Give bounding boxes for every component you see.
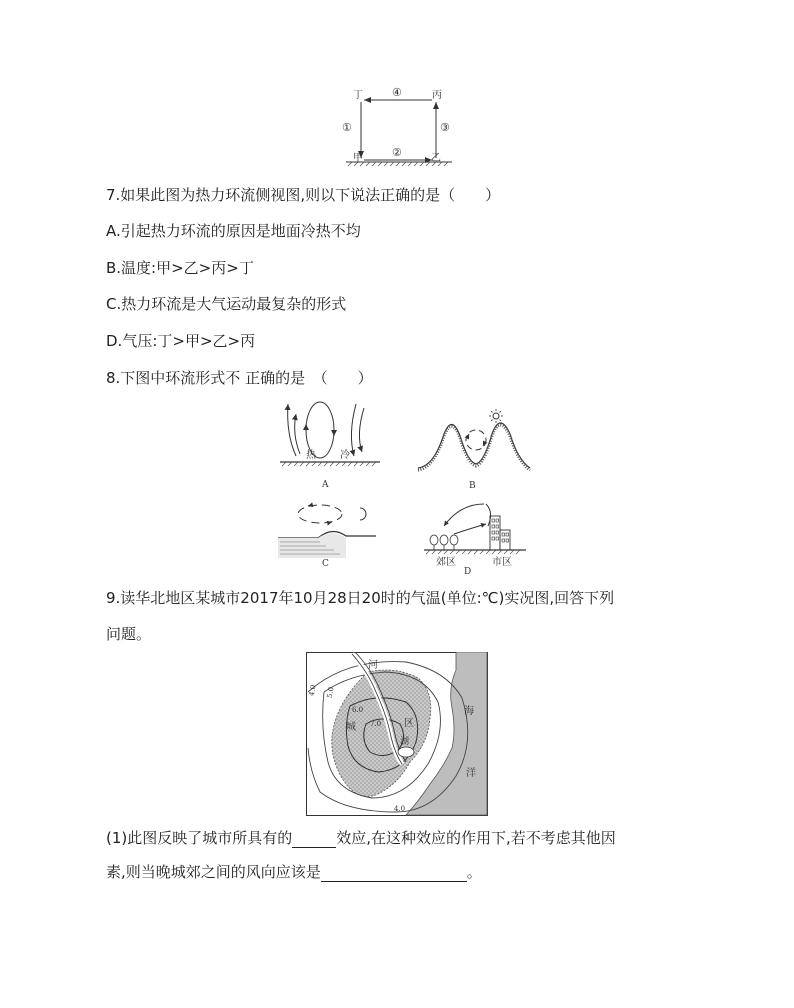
q9-sub1-line1-a: (1)此图反映了城市所具有的	[106, 829, 293, 847]
q9-sub1-line2-a: 素,则当晚城郊之间的风向应该是	[106, 863, 321, 881]
panel-a-cold: 冷	[340, 450, 350, 461]
q9-sub1-line1-b: 效应,在这种效应的作用下,若不考虑其他因	[336, 829, 616, 847]
answer-blank-wind-direction[interactable]	[321, 865, 467, 882]
q9-stem-line1: 9.读华北地区某城市2017年10月28日20时的气温(单位:℃)实况图,回答下列	[106, 589, 615, 607]
moon-icon	[360, 508, 366, 520]
isotherm-label-7: 7.0	[370, 720, 382, 728]
circulation-rectangle-figure	[340, 82, 460, 172]
label-1: ①	[342, 121, 352, 134]
q7-option-b: B.温度:甲>乙>丙>丁	[106, 259, 254, 277]
panel-d-city: 市区	[492, 557, 512, 568]
q8-stem: 8.下图中环流形式不 正确的是 （ ）	[106, 369, 373, 387]
tree-icons	[430, 535, 458, 550]
label-yi: 乙	[431, 153, 441, 164]
sea-label-2: 洋	[466, 768, 476, 779]
q9-sub1-line1	[106, 828, 616, 848]
q7-option-c: C.热力环流是大气运动最复杂的形式	[106, 295, 347, 313]
city-label-2: 区	[404, 718, 414, 729]
q9-sub1-line2-b: 。	[466, 863, 482, 881]
q8-panel-a	[276, 394, 386, 494]
river-label: 河	[368, 660, 378, 671]
label-ding: 丁	[353, 90, 363, 101]
lake	[398, 747, 414, 757]
panel-a-letter: A	[322, 480, 329, 490]
lake-label: 湖	[400, 737, 410, 747]
building-icons	[490, 516, 510, 550]
label-3: ③	[440, 121, 450, 134]
isotherm-label-5: 5.0	[325, 686, 336, 699]
q7-option-d: D.气压:丁>甲>乙>丙	[106, 332, 256, 350]
q8-panel-c	[276, 496, 386, 568]
q9-stem-line2: 问题。	[106, 625, 152, 643]
label-bing: 丙	[432, 90, 442, 101]
label-2: ②	[392, 146, 402, 159]
city-label-1: 城	[346, 722, 356, 733]
panel-c-letter: C	[322, 559, 329, 568]
isotherm-map	[306, 652, 488, 816]
panel-b-letter: B	[469, 481, 476, 491]
label-jia: 甲	[353, 153, 363, 164]
q9-sub1-line2	[106, 862, 482, 882]
sea-label-1: 海	[464, 706, 474, 717]
q8-panel-b	[414, 404, 534, 494]
answer-blank-effect[interactable]	[292, 831, 336, 848]
q7-stem: 7.如果此图为热力环流侧视图,则以下说法正确的是（ ）	[106, 186, 501, 204]
sun-icon	[489, 409, 503, 423]
label-4: ④	[392, 86, 402, 99]
q7-option-a: A.引起热力环流的原因是地面冷热不均	[106, 222, 361, 240]
panel-d-letter: D	[464, 567, 472, 574]
isotherm-label-6: 6.0	[352, 706, 364, 714]
isotherm-label-4b: 4.0	[394, 805, 406, 813]
isotherm-label-4a: 4.0	[307, 684, 318, 697]
panel-d-suburb: 郊区	[436, 557, 456, 568]
q8-panel-d	[422, 490, 532, 574]
panel-a-hot: 热	[306, 450, 316, 461]
